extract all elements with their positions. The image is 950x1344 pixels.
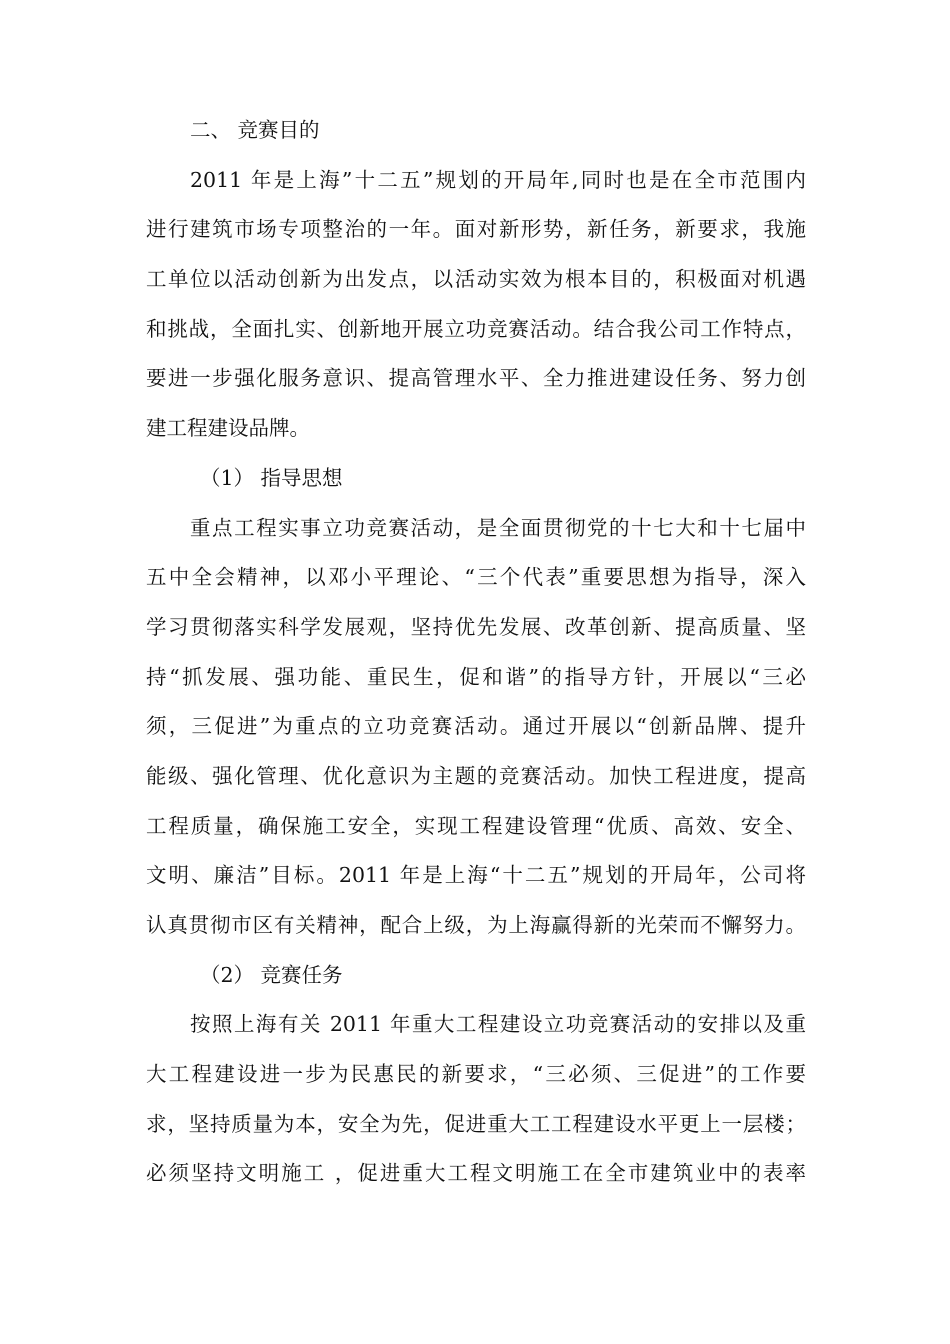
paragraph-line: 须，三促进”为重点的立功竞赛活动。通过开展以“创新品牌、提升 (146, 714, 806, 739)
paragraph-line: 必须坚持文明施工 ，促进重大工程文明施工在全市建筑业中的表率 (146, 1161, 806, 1186)
section-heading: 二、 竞赛目的 (190, 118, 320, 142)
paragraph-line: 建工程建设品牌。 (146, 416, 310, 441)
paragraph-line: 工单位以活动创新为出发点，以活动实效为根本目的，积极面对机遇 (146, 267, 806, 292)
paragraph-line: 重点工程实事立功竞赛活动，是全面贯彻党的十七大和十七届中 (190, 515, 806, 540)
paragraph-1 (146, 156, 806, 454)
paragraph-line: 2011 年是上海”十二五”规划的开局年,同时也是在全市范围内 (190, 167, 806, 192)
paragraph-line: 求，坚持质量为本，安全为先，促进重大工工程建设水平更上一层楼； (146, 1111, 806, 1136)
subheading-guiding-ideology: （1） 指导思想 (200, 465, 343, 490)
document-body (146, 106, 806, 1199)
paragraph-line: 要进一步强化服务意识、提高管理水平、全力推进建设任务、努力创 (146, 366, 806, 391)
paragraph-line: 和挑战，全面扎实、创新地开展立功竞赛活动。结合我公司工作特点， (146, 316, 806, 341)
paragraph-line: 能级、强化管理、优化意识为主题的竞赛活动。加快工程进度，提高 (146, 763, 806, 788)
paragraph-line: 大工程建设进一步为民惠民的新要求，“三必须、三促进”的工作要 (146, 1062, 806, 1087)
paragraph-line: 文明、廉洁”目标。2011 年是上海“十二五”规划的开局年，公司将 (146, 863, 806, 888)
paragraph-line: 持“抓发展、强功能、重民生，促和谐”的指导方针，开展以“三必 (146, 664, 806, 689)
paragraph-line: 学习贯彻落实科学发展观，坚持优先发展、改革创新、提高质量、坚 (146, 614, 806, 639)
paragraph-3 (146, 1000, 806, 1199)
paragraph-2 (146, 504, 806, 951)
subheading-competition-tasks: （2） 竞赛任务 (200, 962, 343, 987)
paragraph-line: 认真贯彻市区有关精神，配合上级，为上海赢得新的光荣而不懈努力。 (146, 913, 806, 937)
paragraph-line: 按照上海有关 2011 年重大工程建设立功竞赛活动的安排以及重 (190, 1012, 806, 1037)
paragraph-line: 五中全会精神，以邓小平理论、“三个代表”重要思想为指导，深入 (146, 565, 806, 590)
paragraph-line: 工程质量，确保施工安全，实现工程建设管理“优质、高效、安全、 (146, 813, 806, 838)
paragraph-line: 进行建筑市场专项整治的一年。面对新形势，新任务，新要求，我施 (146, 217, 806, 242)
